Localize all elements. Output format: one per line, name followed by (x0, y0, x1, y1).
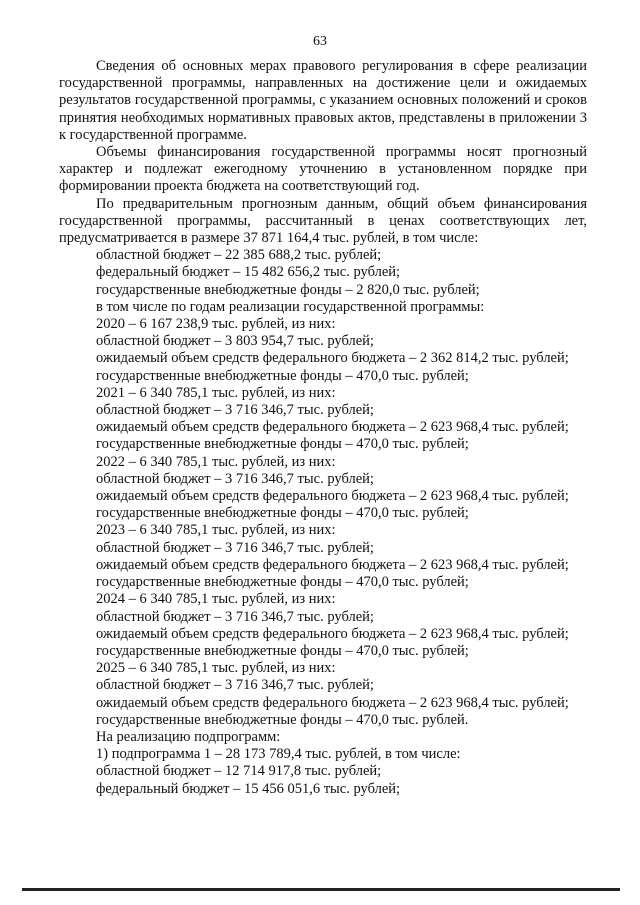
line-year-2021-federal: ожидаемый объем средств федерального бюджета – 2 623 968,4 тыс. рублей; (96, 419, 569, 436)
line-year-2024-federal: ожидаемый объем средств федерального бюджета – 2 623 968,4 тыс. рублей; (96, 625, 569, 642)
line-year-2021-total: 2021 – 6 340 785,1 тыс. рублей, из них: (96, 384, 336, 401)
line-year-2023-extrabudgetary: государственные внебюджетные фонды – 470,0 тыс. рублей; (96, 574, 469, 591)
line-year-2020-federal: ожидаемый объем средств федерального бюджета – 2 362 814,2 тыс. рублей; (96, 350, 569, 367)
line-regional-budget-total: областной бюджет – 22 385 688,2 тыс. рублей; (96, 247, 382, 264)
paragraph-legal-regulation: Сведения об основных мерах правового регулирования в сфере реализации государственной программы, направленных на достижение цели и ожидаемых результатов государственной программы, с указанием основных положений и сроков принятия необходимых нормативных правовых актов, представлены в приложении 3 к государственной программе. (59, 58, 587, 143)
line-year-2020-regional: областной бюджет – 3 803 954,7 тыс. рублей; (96, 333, 374, 350)
line-year-2022-extrabudgetary: государственные внебюджетные фонды – 470,0 тыс. рублей; (96, 505, 469, 522)
line-year-2022-federal: ожидаемый объем средств федерального бюджета – 2 623 968,4 тыс. рублей; (96, 488, 569, 505)
line-year-2023-federal: ожидаемый объем средств федерального бюджета – 2 623 968,4 тыс. рублей; (96, 556, 569, 573)
line-year-2023-regional: областной бюджет – 3 716 346,7 тыс. рублей; (96, 539, 374, 556)
paragraph-funding-forecast: Объемы финансирования государственной программы носят прогнозный характер и подлежат ежегодному уточнению в установленном порядке при формировании проекта бюджета на соответствующий год. (59, 144, 587, 195)
line-year-2024-extrabudgetary: государственные внебюджетные фонды – 470,0 тыс. рублей; (96, 642, 469, 659)
line-subprogram-1-federal: федеральный бюджет – 15 456 051,6 тыс. рублей; (96, 780, 401, 797)
line-year-2025-total: 2025 – 6 340 785,1 тыс. рублей, из них: (96, 660, 336, 677)
line-year-2021-extrabudgetary: государственные внебюджетные фонды – 470,0 тыс. рублей; (96, 436, 469, 453)
line-year-2021-regional: областной бюджет – 3 716 346,7 тыс. рублей; (96, 402, 374, 419)
paragraph-total-funding: По предварительным прогнозным данным, общий объем финансирования государственной программы, рассчитанный в ценах соответствующих лет, предусматривается в размере 37 871 164,4 тыс. рублей, в том числе: (59, 195, 587, 247)
line-year-2022-total: 2022 – 6 340 785,1 тыс. рублей, из них: (96, 453, 336, 470)
line-by-years-heading: в том числе по годам реализации государственной программы: (96, 298, 485, 315)
line-extrabudgetary-funds-total: государственные внебюджетные фонды – 2 820,0 тыс. рублей; (96, 281, 480, 298)
line-year-2025-federal: ожидаемый объем средств федерального бюджета – 2 623 968,4 тыс. рублей; (96, 694, 569, 711)
line-year-2024-regional: областной бюджет – 3 716 346,7 тыс. рублей; (96, 608, 374, 625)
line-subprograms-heading: На реализацию подпрограмм: (96, 728, 281, 745)
line-year-2024-total: 2024 – 6 340 785,1 тыс. рублей, из них: (96, 591, 336, 608)
page-number: 63 (313, 34, 327, 49)
line-federal-budget-total: федеральный бюджет – 15 482 656,2 тыс. рублей; (96, 264, 401, 281)
line-subprogram-1-total: 1) подпрограмма 1 – 28 173 789,4 тыс. рублей, в том числе: (96, 746, 461, 763)
line-year-2025-regional: областной бюджет – 3 716 346,7 тыс. рублей; (96, 677, 374, 694)
bottom-rule (22, 888, 620, 891)
line-subprogram-1-regional: областной бюджет – 12 714 917,8 тыс. рублей; (96, 763, 382, 780)
document-body (59, 58, 587, 798)
line-year-2023-total: 2023 – 6 340 785,1 тыс. рублей, из них: (96, 522, 336, 539)
line-year-2020-total: 2020 – 6 167 238,9 тыс. рублей, из них: (96, 316, 336, 333)
line-year-2022-regional: областной бюджет – 3 716 346,7 тыс. рублей; (96, 470, 374, 487)
line-year-2025-extrabudgetary: государственные внебюджетные фонды – 470,0 тыс. рублей. (96, 711, 469, 728)
line-year-2020-extrabudgetary: государственные внебюджетные фонды – 470,0 тыс. рублей; (96, 367, 469, 384)
